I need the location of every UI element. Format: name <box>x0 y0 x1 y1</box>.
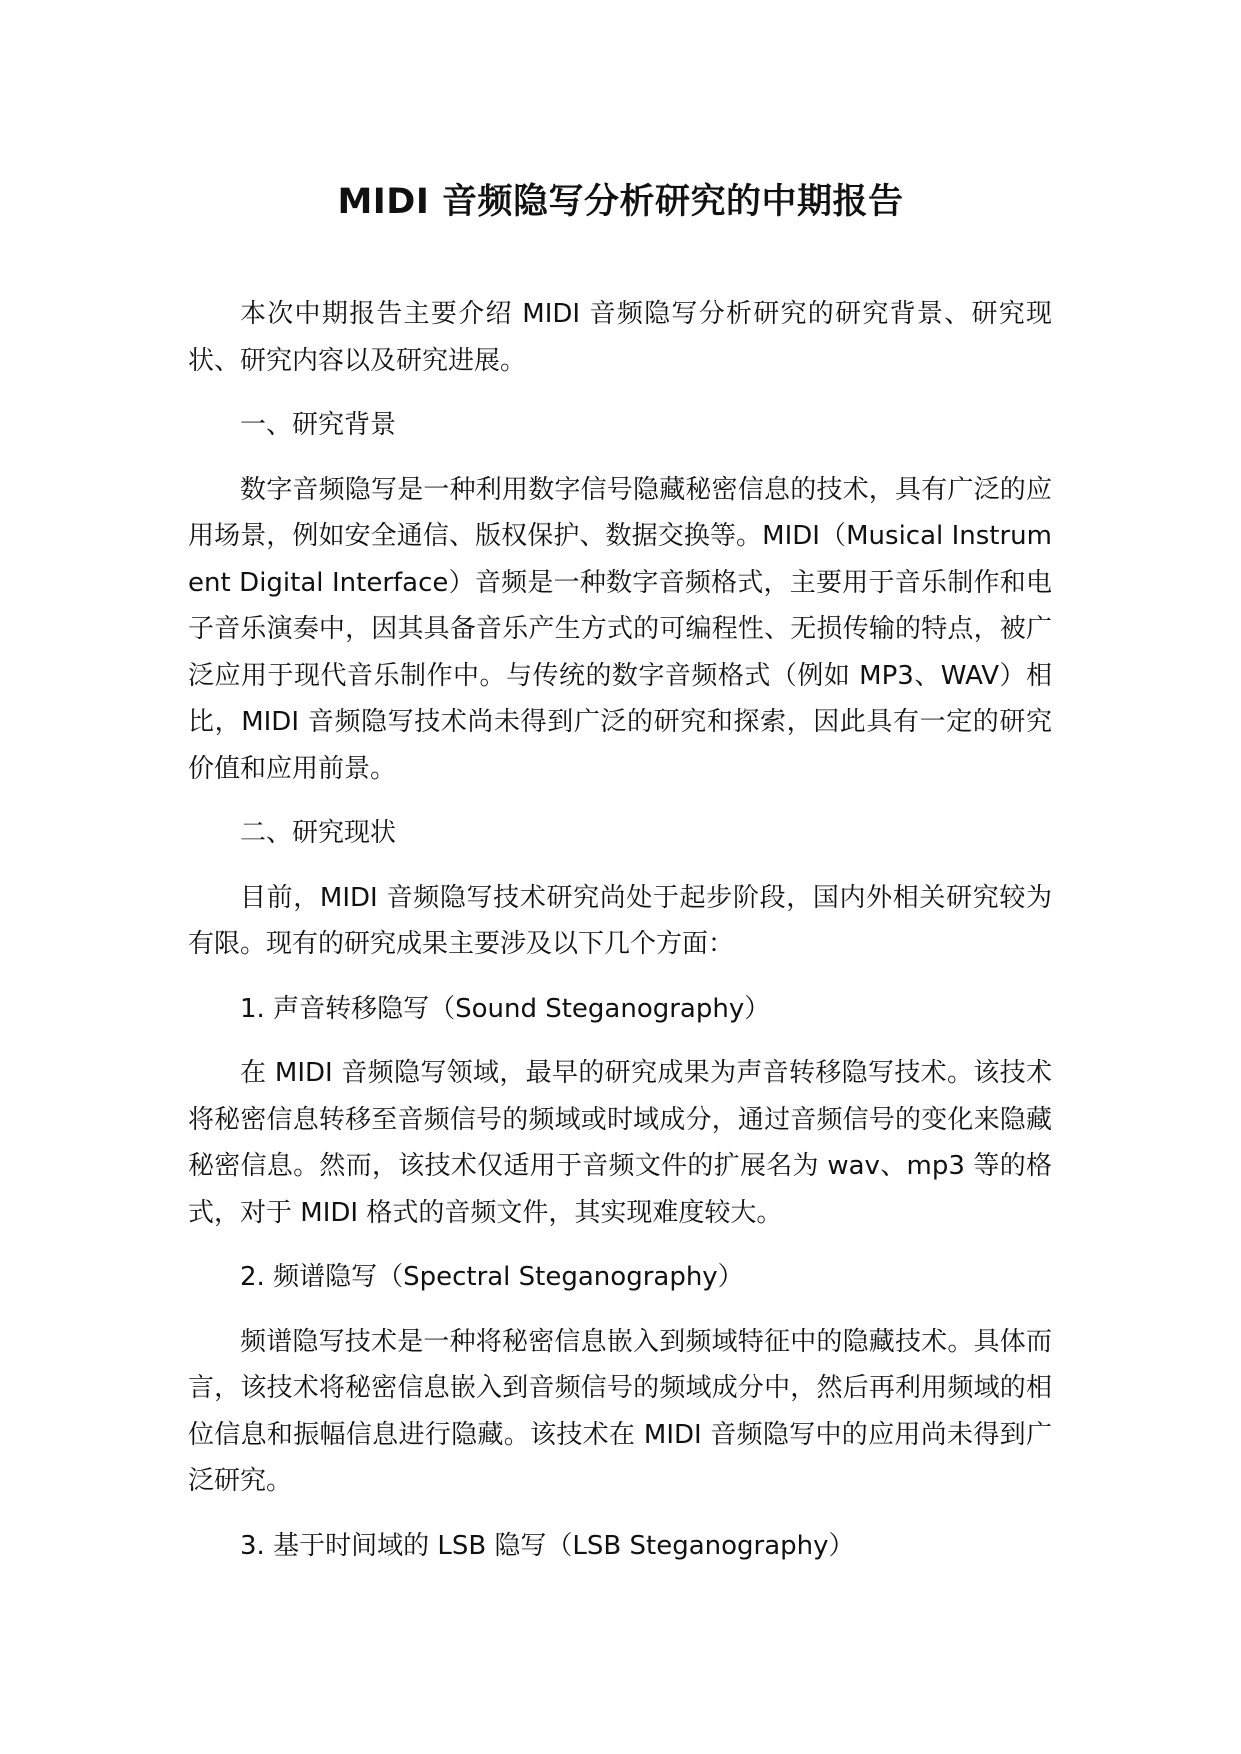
sound-steganography-paragraph: 在 MIDI 音频隐写领域，最早的研究成果为声音转移隐写技术。该技术将秘密信息转移至音频信号的频域或时域成分，通过音频信号的变化来隐藏秘密信息。然而，该技术仅适用于音频文件的扩展名为 wav、mp3 等的格式，对于 MIDI 格式的音频文件，其实现难度较大。 <box>188 1058 1052 1228</box>
background-paragraph: 数字音频隐写是一种利用数字信号隐藏秘密信息的技术，具有广泛的应用场景，例如安全通信、版权保护、数据交换等。MIDI（Musical Instrument Digital Interface）音频是一种数字音频格式，主要用于音乐制作和电子音乐演奏中，因其具备音乐产生方式的可编程性、无损传输的特点，被广泛应用于现代音乐制作中。与传统的数字音频格式（例如 MP3、WAV）相比，MIDI 音频隐写技术尚未得到广泛的研究和探索，因此具有一定的研究价值和应用前景。 <box>188 474 1052 784</box>
status-paragraph: 目前，MIDI 音频隐写技术研究尚处于起步阶段，国内外相关研究较为有限。现有的研究成果主要涉及以下几个方面： <box>188 882 1052 959</box>
intro-paragraph: 本次中期报告主要介绍 MIDI 音频隐写分析研究的研究背景、研究现状、研究内容以及研究进展。 <box>188 299 1052 376</box>
subsection-heading-sound: 1. 声音转移隐写（Sound Steganography） <box>240 993 771 1024</box>
document-title: MIDI 音频隐写分析研究的中期报告 <box>337 182 904 222</box>
section-heading-background: 一、研究背景 <box>240 410 397 440</box>
document-body <box>188 291 1052 1569</box>
subsection-heading-spectral: 2. 频谱隐写（Spectral Steganography） <box>240 1262 744 1292</box>
subsection-heading-lsb: 3. 基于时间域的 LSB 隐写（LSB Steganography） <box>240 1530 855 1561</box>
spectral-steganography-paragraph: 频谱隐写技术是一种将秘密信息嵌入到频域特征中的隐藏技术。具体而言，该技术将秘密信息嵌入到音频信号的频域成分中，然后再利用频域的相位信息和振幅信息进行隐藏。该技术在 MIDI 音频隐写中的应用尚未得到广泛研究。 <box>188 1326 1052 1496</box>
section-heading-status: 二、研究现状 <box>240 818 397 848</box>
